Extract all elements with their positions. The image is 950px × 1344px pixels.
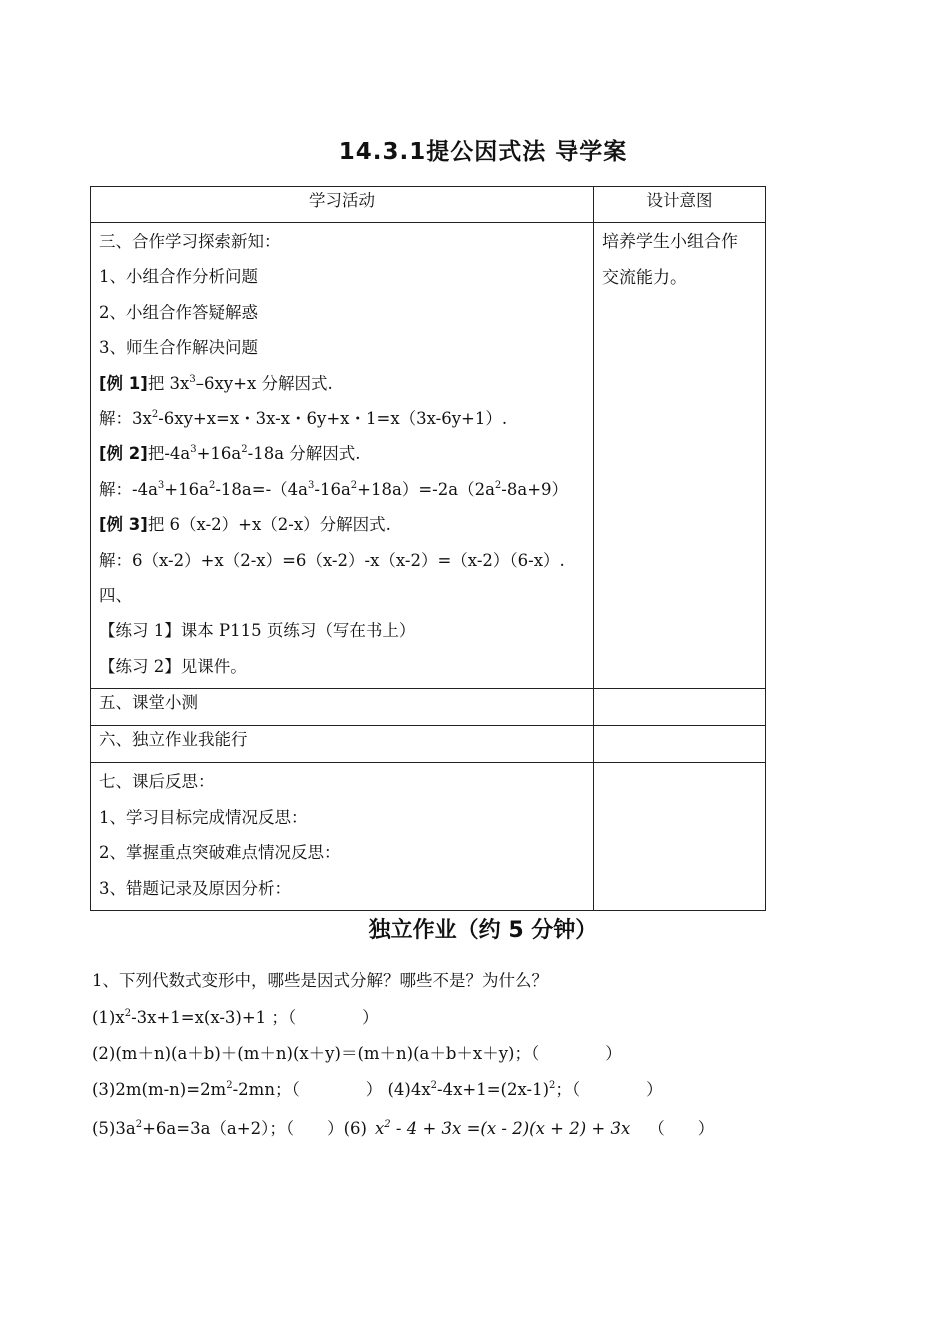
section3-heading: 三、合作学习探索新知： bbox=[99, 232, 281, 251]
section5-intent-cell bbox=[594, 689, 766, 726]
section7-cell bbox=[91, 763, 594, 911]
table-row-section5 bbox=[91, 689, 766, 726]
example-2-label: [例 2] bbox=[99, 444, 148, 464]
intent-line-1: 培养学生小组合作 bbox=[602, 232, 738, 252]
example-3-label: [例 3] bbox=[99, 515, 148, 535]
practice-2: 【练习 2】见课件。 bbox=[99, 656, 247, 676]
homework-item-1: $(1)x^2-3x+1=x(x-3)+1$ ；（ ） bbox=[92, 1008, 379, 1027]
table-row-section7 bbox=[91, 763, 766, 911]
homework-item-3-4: $(3)2m(m-n)=2m^2-2mn$；（ ） $(4)4x^2-4x+1=(2x-1)^2$；（ ） bbox=[92, 1080, 663, 1099]
homework-item-2: (2)(m＋n)(a＋b)＋(m＋n)(x＋y)＝(m＋n)(a＋b＋x＋y)；（ ） bbox=[92, 1044, 622, 1063]
homework-item-5-6: $(5)3a^2+6a=3a(a+2)$；（ ）(6) $x^2 - 4 + 3x =(x - 2)(x + 2) + 3x$ （ ） bbox=[92, 1119, 715, 1138]
homework-question: 1、下列代数式变形中，哪些是因式分解？哪些不是？为什么？ bbox=[92, 971, 548, 990]
step-2: 2、小组合作答疑解惑 bbox=[99, 302, 258, 322]
section7-intent-cell bbox=[594, 763, 766, 911]
section6-intent-cell bbox=[594, 726, 766, 763]
reflection-1: 1、学习目标完成情况反思： bbox=[99, 807, 308, 827]
formula-6: $x^2 - 4 + 3x =(x - 2)(x + 2) + 3x$ bbox=[374, 1119, 631, 1138]
section6-cell: 六、独立作业我能行 bbox=[91, 726, 594, 763]
example-3: [例 3]把 6（x-2）+x（2-x）分解因式. bbox=[99, 515, 391, 535]
lesson-table bbox=[90, 186, 766, 911]
homework-title: 独立作业（约 5 分钟） bbox=[368, 918, 598, 943]
reflection-2: 2、掌握重点突破难点情况反思： bbox=[99, 843, 341, 863]
section5-cell: 五、课堂小测 bbox=[91, 689, 594, 726]
step-3: 3、师生合作解决问题 bbox=[99, 338, 258, 358]
example-1-label: [例 1] bbox=[99, 373, 148, 393]
step-1: 1、小组合作分析问题 bbox=[99, 267, 258, 287]
practice-1: 【练习 1】课本 P115 页练习（写在书上） bbox=[99, 621, 416, 641]
table-row-section6 bbox=[91, 726, 766, 763]
header-intent: 设计意图 bbox=[594, 187, 766, 223]
table-header-row bbox=[91, 187, 766, 223]
example-2: [例 2]把$-4a^3+16a^2-18a$ 分解因式. bbox=[99, 444, 361, 464]
intent-cell bbox=[594, 223, 766, 689]
example-1: [例 1]把 $3x^3-6xy+x$ 分解因式. bbox=[99, 373, 333, 393]
solution-3: 解：6（x-2）+x（2-x）=6（x-2）-x（x-2）=（x-2）（6-x）. bbox=[99, 550, 565, 570]
table-row-section3 bbox=[91, 223, 766, 689]
intent-line-2: 交流能力。 bbox=[602, 268, 687, 288]
section3-cell bbox=[91, 223, 594, 689]
section7-heading: 七、课后反思： bbox=[99, 772, 215, 792]
section4-heading: 四、 bbox=[99, 586, 132, 606]
page-title: 14.3.1提公因式法 导学案 bbox=[338, 139, 628, 165]
header-activity: 学习活动 bbox=[91, 187, 594, 223]
reflection-3: 3、错题记录及原因分析： bbox=[99, 878, 291, 898]
solution-2: 解：$-4a^3+16a^2-18a=-(4a^3-16a^2+18a)=-2a(2a^2-8a+9)$ bbox=[99, 479, 569, 499]
solution-1: 解：$3x^2-6xy+x=x$・3x-x・6y+x・1=x（3x-6y+1）. bbox=[99, 409, 508, 429]
